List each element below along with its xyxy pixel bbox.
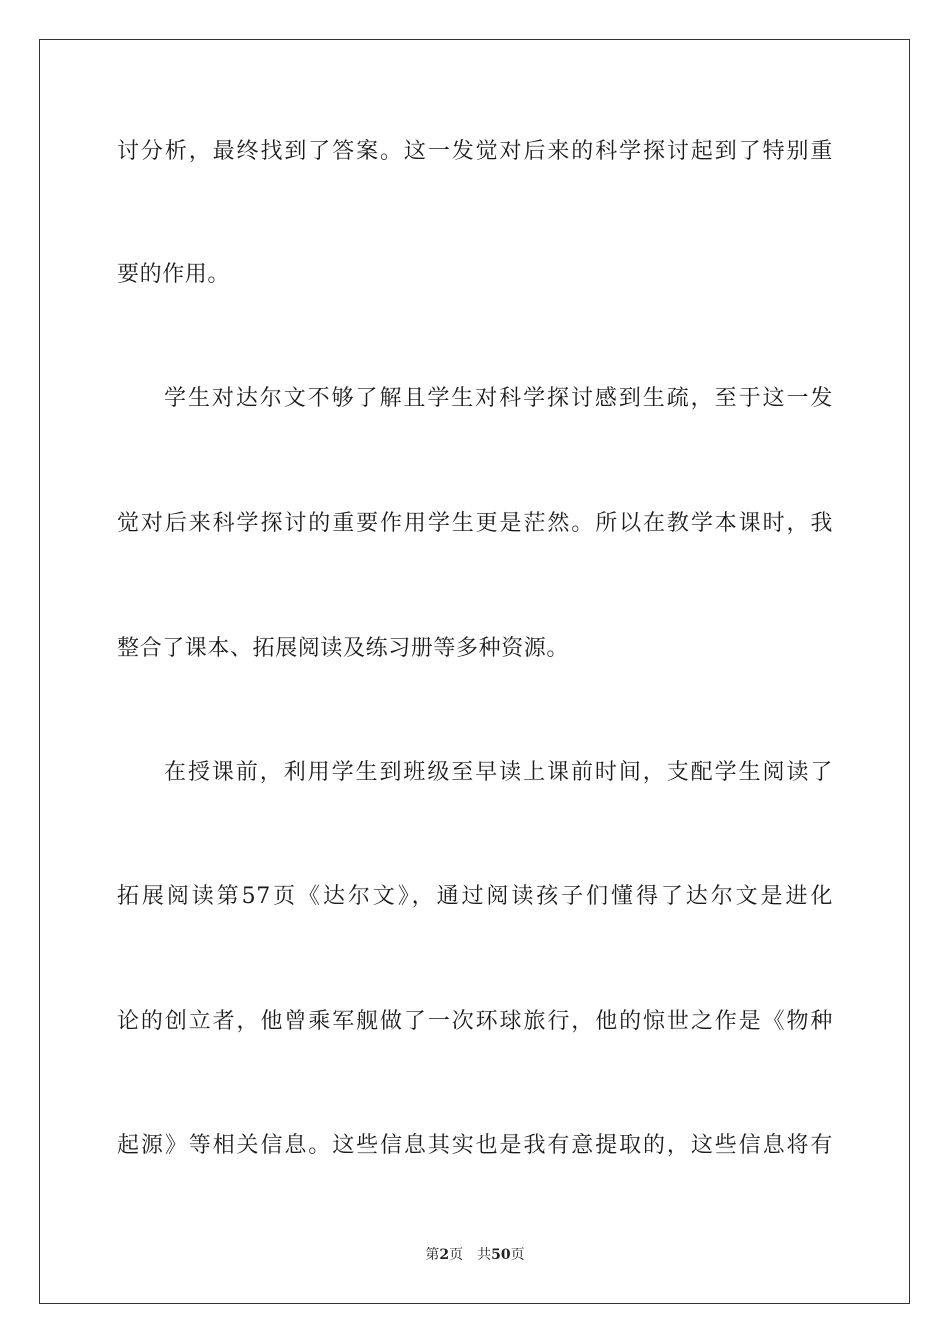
text-line-3: 学生对达尔文不够了解且学生对科学探讨感到生疏，至于这一发 <box>164 386 833 411</box>
text-line-2: 要的作用。 <box>117 262 231 287</box>
text-line-8: 论的创立者，他曾乘军舰做了一次环球旅行，他的惊世之作是《物种 <box>117 1009 833 1034</box>
text-line-6: 在授课前，利用学生到班级至早读上课前时间，支配学生阅读了 <box>164 760 833 785</box>
text-line-5: 整合了课本、拓展阅读及练习册等多种资源。 <box>117 636 570 661</box>
page-unit: 页 <box>449 1247 464 1263</box>
total-page-count: 50 <box>491 1247 511 1263</box>
text-line-4: 觉对后来科学探讨的重要作用学生更是茫然。所以在教学本课时，我 <box>117 511 833 536</box>
text-line-7: 拓展阅读第57页《达尔文》，通过阅读孩子们懂得了达尔文是进化 <box>117 884 833 909</box>
page-border <box>39 39 910 1304</box>
page-prefix: 第 <box>425 1247 440 1263</box>
current-page-number: 2 <box>439 1247 450 1263</box>
total-unit: 页 <box>510 1247 525 1263</box>
total-prefix: 共 <box>477 1247 492 1263</box>
page-footer <box>0 1246 950 1264</box>
text-line-9: 起源》等相关信息。这些信息其实也是我有意提取的，这些信息将有 <box>117 1133 833 1158</box>
text-line-1: 讨分析，最终找到了答案。这一发觉对后来的科学探讨起到了特别重 <box>117 139 833 164</box>
